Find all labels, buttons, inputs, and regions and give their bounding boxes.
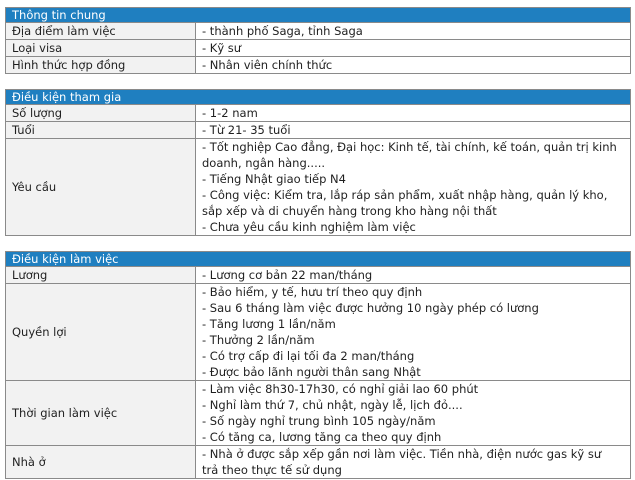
- requirement-line: - Tiếng Nhật giao tiếp N4: [202, 172, 346, 186]
- table-row: [6, 139, 630, 236]
- hours-line: - Số ngày nghỉ trung bình 105 ngày/năm: [202, 414, 436, 428]
- table-row: [6, 381, 630, 446]
- requirement-line: - Công việc: Kiểm tra, lắp ráp sản phẩm, xuất nhập hàng, quản lý kho,: [202, 188, 608, 202]
- requirement-line: - Chưa yêu cầu kinh nghiệm làm việc: [202, 220, 416, 234]
- hours-value: [196, 381, 630, 445]
- table-row: [6, 40, 630, 57]
- housing-line: trả theo thực tế sử dụng: [202, 463, 342, 477]
- table-row: [6, 23, 630, 40]
- housing-line: - Nhà ở được sắp xếp gần nơi làm việc. Tiền nhà, điện nước gas kỹ sư: [202, 447, 602, 461]
- row-label: Hình thức hợp đồng: [6, 57, 196, 73]
- table-row: [6, 105, 630, 122]
- quantity-value: - 1-2 nam: [202, 106, 258, 120]
- benefit-line: - Sau 6 tháng làm việc được hưởng 10 ngày phép có lương: [202, 301, 539, 315]
- benefits-label: Quyền lợi: [6, 284, 196, 380]
- benefits-value: [196, 284, 630, 380]
- benefit-line: - Có trợ cấp đi lại tối đa 2 man/tháng: [202, 349, 415, 363]
- hours-line: - Nghỉ làm thứ 7, chủ nhật, ngày lễ, lịch đỏ....: [202, 398, 463, 412]
- row-label: Loại visa: [6, 40, 196, 56]
- requirements-label: Yêu cầu: [6, 139, 196, 235]
- salary-label: Lương: [6, 267, 196, 283]
- hours-line: - Có tăng ca, lương tăng ca theo quy định: [202, 430, 442, 444]
- general-info-header: Thông tin chung: [6, 8, 630, 23]
- working-conditions-table: [5, 251, 631, 479]
- benefit-line: - Tăng lương 1 lần/năm: [202, 317, 336, 331]
- row-label: Địa điểm làm việc: [6, 23, 196, 39]
- participation-conditions-table: [5, 89, 631, 236]
- hours-label: Thời gian làm việc: [6, 381, 196, 445]
- requirement-line: - Tốt nghiệp Cao đẳng, Đại học: Kinh tế, tài chính, kế toán, quản trị kinh: [202, 140, 617, 154]
- salary-value: - Lương cơ bản 22 man/tháng: [202, 268, 373, 282]
- table-row: [6, 122, 630, 139]
- working-conditions-header: Điều kiện làm việc: [6, 252, 630, 267]
- quantity-label: Số lượng: [6, 105, 196, 121]
- age-value: - Từ 21- 35 tuổi: [202, 123, 291, 137]
- requirement-line: sắp xếp và di chuyển hàng trong kho hàng nội thất: [202, 204, 497, 218]
- benefit-line: - Được bảo lãnh người thân sang Nhật: [202, 365, 421, 379]
- general-info-table: [5, 7, 631, 74]
- participation-conditions-header: Điều kiện tham gia: [6, 90, 630, 105]
- row-value: - Kỹ sư: [202, 41, 242, 55]
- table-row: [6, 267, 630, 284]
- hours-line: - Làm việc 8h30-17h30, có nghỉ giải lao 60 phút: [202, 382, 479, 396]
- row-value: - Nhân viên chính thức: [202, 58, 333, 72]
- age-label: Tuổi: [6, 122, 196, 138]
- table-row: [6, 446, 630, 479]
- table-row: [6, 57, 630, 74]
- requirements-value: [196, 139, 630, 235]
- requirement-line: doanh, ngân hàng.....: [202, 156, 326, 170]
- benefit-line: - Thưởng 2 lần/năm: [202, 333, 315, 347]
- row-value: - thành phố Saga, tỉnh Saga: [202, 24, 363, 38]
- housing-label: Nhà ở: [6, 446, 196, 478]
- table-row: [6, 284, 630, 381]
- benefit-line: - Bảo hiểm, y tế, hưu trí theo quy định: [202, 285, 423, 299]
- housing-value: [196, 446, 630, 478]
